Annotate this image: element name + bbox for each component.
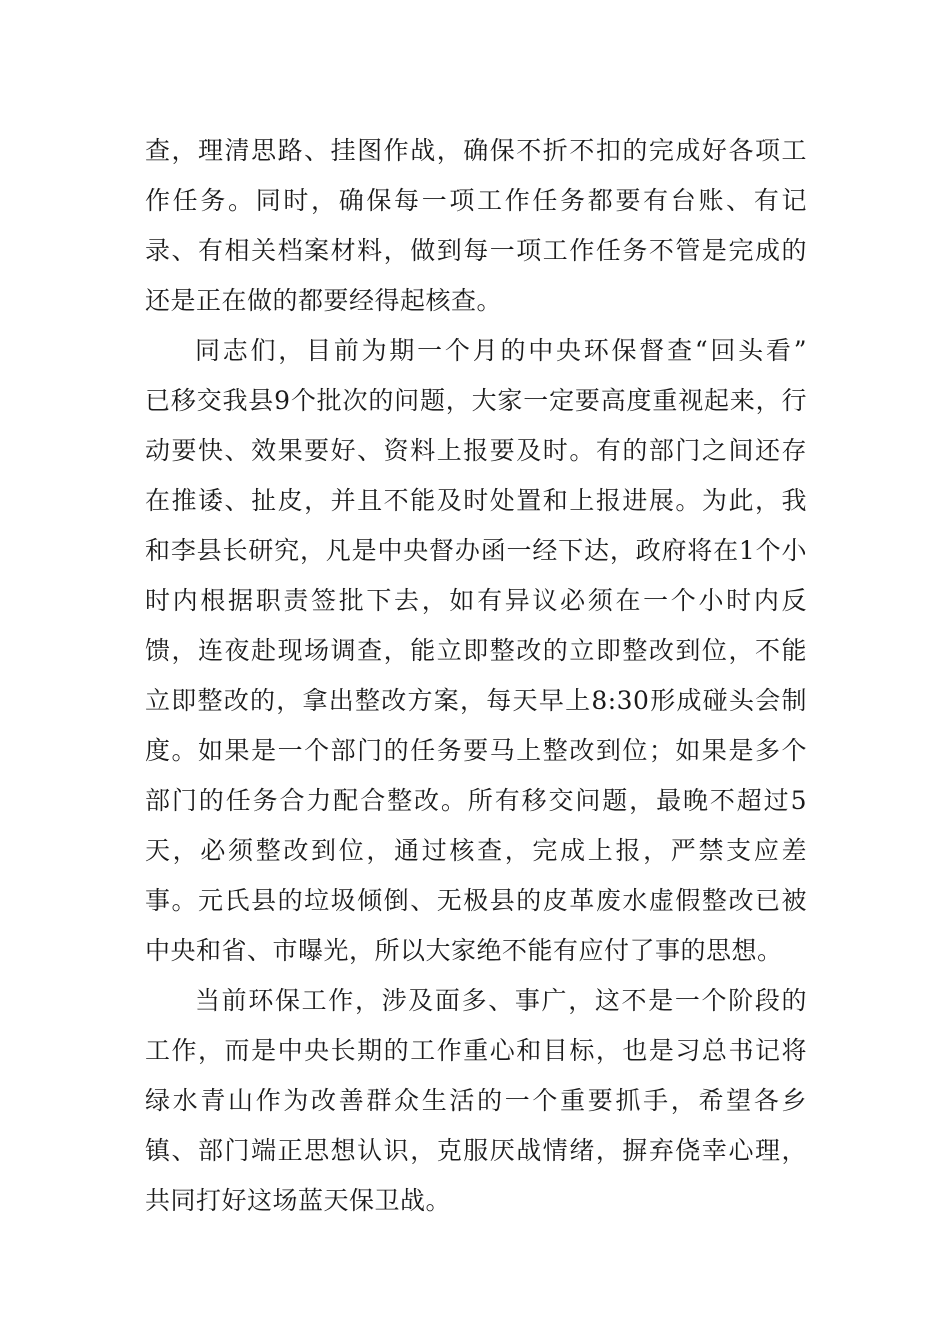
paragraph-1-line-3: 录、有相关档案材料，做到每一项工作任务不管是完成的 (145, 236, 807, 265)
paragraph-1-line-4: 还是正在做的都要经得起核查。 (145, 286, 503, 315)
paragraph-2-line-5: 和李县长研究，凡是中央督办函一经下达，政府将在1个小 (145, 536, 807, 565)
paragraph-3-line-1: 当前环保工作，涉及面多、事广，这不是一个阶段的 (195, 986, 807, 1015)
paragraph-2-line-3: 动要快、效果要好、资料上报要及时。有的部门之间还存 (145, 436, 807, 465)
paragraph-2-line-8: 立即整改的，拿出整改方案，每天早上8:30形成碰头会制 (145, 686, 807, 715)
paragraph-3-line-2: 工作，而是中央长期的工作重心和目标，也是习总书记将 (145, 1036, 807, 1065)
paragraph-2-line-10: 部门的任务合力配合整改。所有移交问题，最晚不超过5 (145, 786, 807, 815)
paragraph-2-line-13: 中央和省、市曝光，所以大家绝不能有应付了事的思想。 (145, 936, 783, 965)
paragraph-1-line-2: 作任务。同时，确保每一项工作任务都要有台账、有记 (145, 186, 807, 215)
paragraph-1-line-1: 查，理清思路、挂图作战，确保不折不扣的完成好各项工 (145, 136, 807, 165)
paragraph-2-line-4: 在推诿、扯皮，并且不能及时处置和上报进展。为此，我 (145, 486, 807, 515)
paragraph-3-line-4: 镇、部门端正思想认识，克服厌战情绪，摒弃侥幸心理， (145, 1136, 807, 1165)
paragraph-3-line-5: 共同打好这场蓝天保卫战。 (145, 1186, 452, 1215)
paragraph-2-line-12: 事。元氏县的垃圾倾倒、无极县的皮革废水虚假整改已被 (145, 886, 807, 915)
paragraph-2-line-2: 已移交我县9个批次的问题，大家一定要高度重视起来，行 (145, 386, 807, 415)
paragraph-2-line-11: 天，必须整改到位，通过核查，完成上报，严禁支应差 (145, 836, 807, 865)
paragraph-2-line-7: 馈，连夜赴现场调查，能立即整改的立即整改到位，不能 (145, 636, 807, 665)
paragraph-2-line-1: 同志们，目前为期一个月的中央环保督查“回头看” (195, 336, 807, 365)
paragraph-2-line-6: 时内根据职责签批下去，如有异议必须在一个小时内反 (145, 586, 807, 615)
paragraph-3-line-3: 绿水青山作为改善群众生活的一个重要抓手，希望各乡 (145, 1086, 807, 1115)
paragraph-2-line-9: 度。如果是一个部门的任务要马上整改到位；如果是多个 (145, 736, 807, 765)
